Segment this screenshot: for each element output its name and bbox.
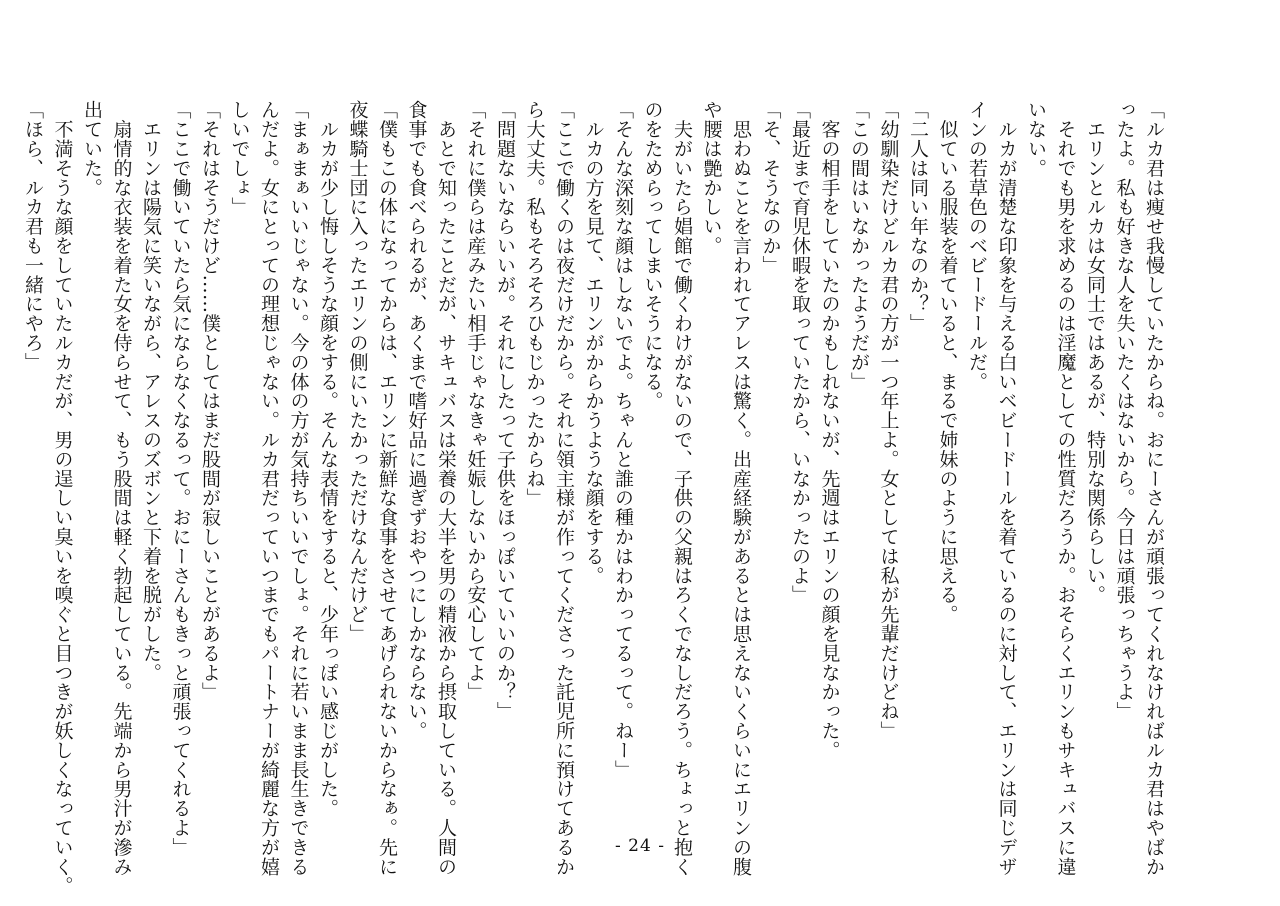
- text-line: のをためらってしまいそうになる。: [641, 100, 664, 411]
- text-line: 「問題ないならいいが。それにしたって子供をほっぽいていいのか？」: [494, 100, 516, 721]
- text-line: 似ている服装を着ていると、まるで姉妹のように思える。: [936, 100, 959, 624]
- text-line: 「ルカ君は痩せ我慢していたからね。おにーさんが頑張ってくれなければルカ君はやばか: [1143, 100, 1165, 876]
- text-line: 「それはそうだけど……僕としてはまだ股間が寂しいことがあるよ」: [199, 100, 221, 702]
- text-line: 「ここで働くのは夜だけだから。それに領主様が作ってくださった託児所に預けてあるか: [553, 100, 575, 876]
- text-line: 出ていた。: [81, 100, 103, 197]
- text-line: ルカの方を見て、エリンがからかうような顔をする。: [582, 100, 605, 585]
- text-line: 不満そうな顔をしていたルカだが、男の逞しい臭いを嗅ぐと目つきが妖しくなっていく。: [51, 100, 74, 896]
- text-line: いない。: [1025, 100, 1047, 178]
- text-line: エリンとルカは女同士ではあるが、特別な関係らしい。: [1084, 100, 1106, 605]
- text-line: あとで知ったことだが、サキュバスは栄養の大半を男の精液から摂取している。人間の: [435, 100, 457, 876]
- text-line: 「ほら、ルカ君も一緒にやろ」: [22, 100, 44, 372]
- text-line: んだよ。女にとっての理想じゃない。ルカ君だっていつまでもパートナーが綺麗な方が嬉: [258, 100, 280, 876]
- text-line: 「最近まで育児休暇を取っていたから、いなかったのよ」: [789, 100, 811, 605]
- text-line: 「まぁまぁいいじゃない。今の体の方が気持ちいいでしょ。それに若いまま長生きできる: [287, 100, 310, 876]
- text-line: 思わぬことを言われてアレスは驚く。出産経験があるとは思えないくらいにエリンの腹: [730, 100, 752, 876]
- text-line: 「この間はいなかったようだが」: [848, 100, 870, 391]
- text-line: 夫がいたら娼館で働くわけがないので、子供の父親はろくでなしだろう。ちょっと抱く: [671, 100, 693, 876]
- text-line: それでも男を求めるのは淫魔としての性質だろうか。おそらくエリンもサキュバスに違: [1054, 100, 1077, 876]
- text-line: 食事でも食べられるが、あくまで嗜好品に過ぎずおやつにしかならない。: [405, 100, 428, 741]
- text-line: 扇情的な衣装を着た女を侍らせて、もう股間は軽く勃起している。先端から男汁が滲み: [110, 100, 133, 876]
- text-line: や腰は艶かしい。: [700, 100, 723, 256]
- text-line: ルカが少し悔しそうな顔をする。そんな表情をすると、少年っぽい感じがした。: [317, 100, 339, 818]
- text-line: ら大丈夫。私もそろそろひもじかったからね」: [523, 100, 546, 508]
- text-line: インの若草色のベビードールだ。: [966, 100, 988, 391]
- text-line: 夜蝶騎士団に入ったエリンの側にいたかっただけなんだけど」: [346, 100, 369, 644]
- text-line: 「それに僕らは産みたい相手じゃなきゃ妊娠しないから安心してよ」: [464, 100, 487, 702]
- text-line: 「幼馴染だけどルカ君の方が一つ年上よ。女としては私が先輩だけどね」: [877, 100, 900, 741]
- text-line: ルカが清楚な印象を与える白いベビードールを着ているのに対して、エリンは同じデザ: [995, 100, 1018, 876]
- page-number: - 24 -: [615, 836, 665, 856]
- text-line: エリンは陽気に笑いながら、アレスのズボンと下着を脱がした。: [140, 100, 162, 682]
- text-line: ったよ。私も好きな人を失いたくはないから。今日は頑張っちゃうよ」: [1113, 100, 1136, 721]
- text-line: 「僕もこの体になってからは、エリンに新鮮な食事をさせてあげられないからなぁ。先に: [376, 100, 398, 876]
- text-line: 「そ、そうなのか」: [759, 100, 782, 275]
- text-line: 「二人は同い年なのか？」: [907, 100, 929, 333]
- text-line: 「ここで働いていたら気にならなくなるって。おにーさんもきっと頑張ってくれるよ」: [169, 100, 192, 857]
- text-line: しいでしょ」: [228, 100, 251, 217]
- text-line: 「そんな深刻な顔はしないでよ。ちゃんと誰の種かはわかってるって。ねー」: [612, 100, 634, 779]
- text-line: 客の相手をしていたのかもしれないが、先週はエリンの顔を見なかった。: [818, 100, 841, 760]
